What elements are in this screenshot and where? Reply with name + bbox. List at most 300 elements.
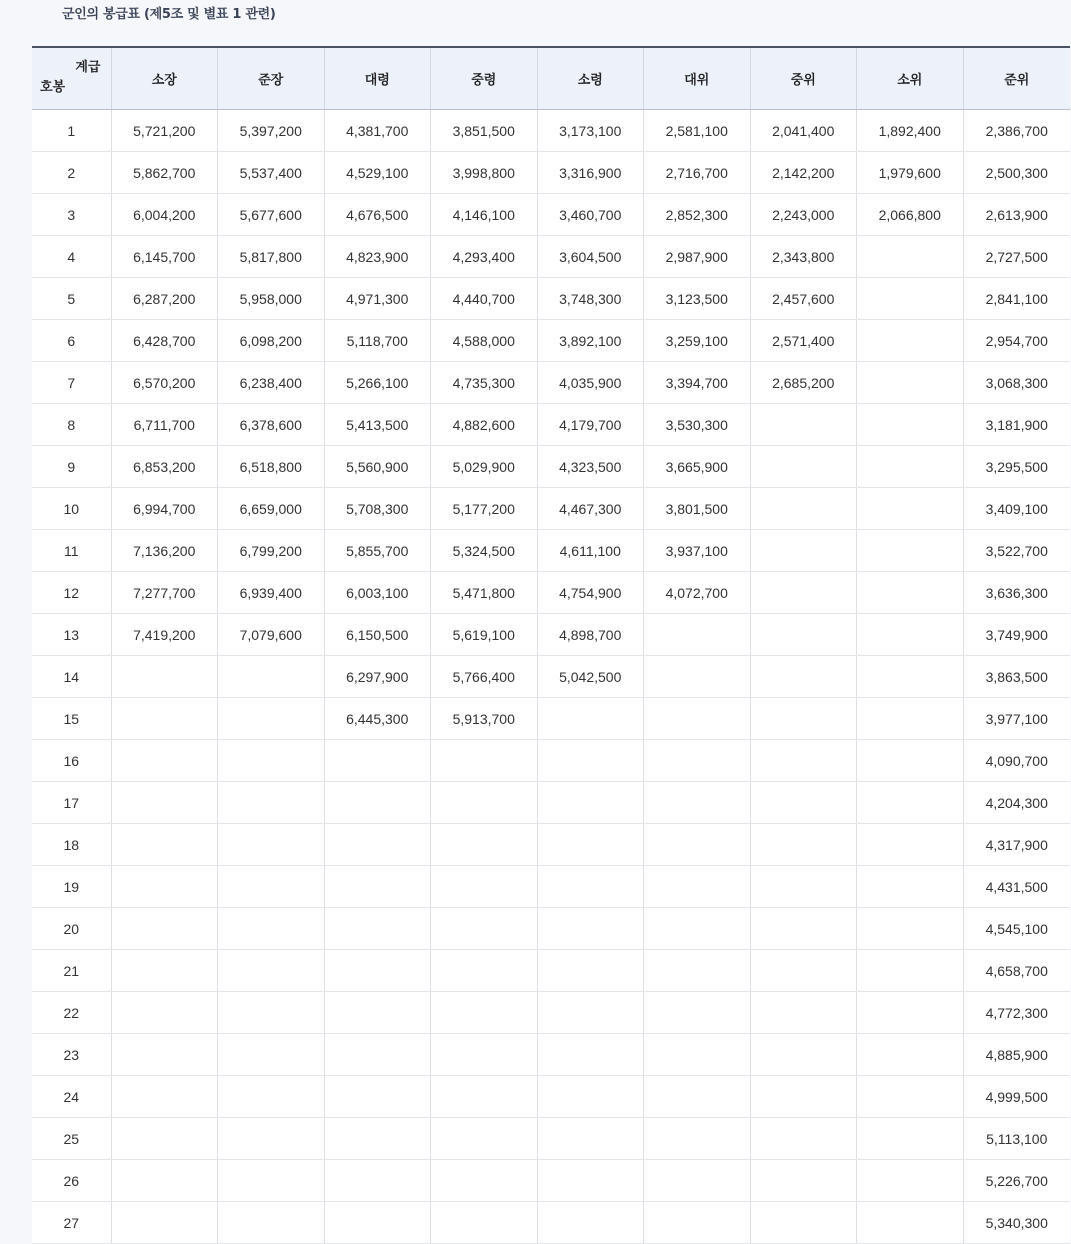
salary-cell (111, 782, 218, 824)
salary-cell (644, 1160, 751, 1202)
salary-cell (324, 1118, 431, 1160)
table-row (32, 1034, 1070, 1076)
salary-cell (750, 1118, 857, 1160)
column-header: 준위 (963, 47, 1070, 110)
salary-cell (857, 992, 964, 1034)
salary-cell: 3,316,900 (537, 152, 644, 194)
salary-cell (644, 1034, 751, 1076)
step-cell: 15 (32, 698, 111, 740)
salary-cell: 4,431,500 (963, 866, 1070, 908)
step-cell: 26 (32, 1160, 111, 1202)
column-header: 중령 (431, 47, 538, 110)
salary-cell: 4,293,400 (431, 236, 538, 278)
salary-cell (218, 782, 325, 824)
salary-cell: 4,676,500 (324, 194, 431, 236)
salary-cell: 3,749,900 (963, 614, 1070, 656)
salary-cell: 3,173,100 (537, 110, 644, 152)
salary-cell: 5,413,500 (324, 404, 431, 446)
salary-cell: 5,324,500 (431, 530, 538, 572)
salary-cell: 3,259,100 (644, 320, 751, 362)
salary-cell (218, 1076, 325, 1118)
salary-cell (750, 656, 857, 698)
table-header-row (32, 47, 1070, 110)
rank-axis-label: 계급 (75, 60, 101, 75)
table-row (32, 110, 1070, 152)
salary-cell: 3,530,300 (644, 404, 751, 446)
salary-cell: 4,072,700 (644, 572, 751, 614)
table-row (32, 782, 1070, 824)
salary-cell: 2,841,100 (963, 278, 1070, 320)
salary-cell: 4,735,300 (431, 362, 538, 404)
salary-cell (537, 782, 644, 824)
salary-cell: 6,378,600 (218, 404, 325, 446)
table-row (32, 698, 1070, 740)
step-cell: 9 (32, 446, 111, 488)
salary-cell: 2,581,100 (644, 110, 751, 152)
salary-cell (111, 1160, 218, 1202)
salary-cell (644, 614, 751, 656)
salary-cell (750, 866, 857, 908)
salary-cell (750, 572, 857, 614)
salary-cell (218, 866, 325, 908)
salary-cell: 5,721,200 (111, 110, 218, 152)
step-cell: 13 (32, 614, 111, 656)
salary-cell (857, 362, 964, 404)
salary-cell (750, 1202, 857, 1244)
salary-cell: 4,611,100 (537, 530, 644, 572)
salary-cell: 4,823,900 (324, 236, 431, 278)
salary-cell (218, 950, 325, 992)
salary-cell (644, 698, 751, 740)
salary-cell: 2,987,900 (644, 236, 751, 278)
salary-cell: 4,529,100 (324, 152, 431, 194)
salary-cell (431, 1202, 538, 1244)
salary-cell (537, 950, 644, 992)
salary-cell: 5,029,900 (431, 446, 538, 488)
salary-cell (857, 488, 964, 530)
salary-cell (537, 1160, 644, 1202)
salary-cell: 5,266,100 (324, 362, 431, 404)
salary-cell (111, 698, 218, 740)
salary-cell (324, 866, 431, 908)
step-cell: 24 (32, 1076, 111, 1118)
salary-cell: 4,545,100 (963, 908, 1070, 950)
salary-cell: 4,658,700 (963, 950, 1070, 992)
column-header: 대령 (324, 47, 431, 110)
salary-cell: 5,113,100 (963, 1118, 1070, 1160)
salary-cell (537, 1076, 644, 1118)
salary-cell: 6,799,200 (218, 530, 325, 572)
salary-cell: 4,381,700 (324, 110, 431, 152)
table-row (32, 614, 1070, 656)
salary-cell: 6,994,700 (111, 488, 218, 530)
salary-cell: 6,445,300 (324, 698, 431, 740)
salary-cell (857, 908, 964, 950)
salary-cell (218, 1118, 325, 1160)
column-header: 소령 (537, 47, 644, 110)
step-cell: 3 (32, 194, 111, 236)
salary-cell (750, 446, 857, 488)
table-row (32, 530, 1070, 572)
salary-cell: 5,677,600 (218, 194, 325, 236)
step-cell: 8 (32, 404, 111, 446)
salary-cell (857, 950, 964, 992)
step-cell: 19 (32, 866, 111, 908)
table-row (32, 362, 1070, 404)
salary-cell: 4,146,100 (431, 194, 538, 236)
step-cell: 17 (32, 782, 111, 824)
salary-cell (218, 1034, 325, 1076)
salary-cell (537, 698, 644, 740)
salary-cell (218, 908, 325, 950)
salary-cell (218, 698, 325, 740)
step-cell: 1 (32, 110, 111, 152)
table-row (32, 992, 1070, 1034)
salary-cell (431, 782, 538, 824)
step-cell: 6 (32, 320, 111, 362)
table-row (32, 908, 1070, 950)
salary-cell (750, 530, 857, 572)
salary-cell: 6,003,100 (324, 572, 431, 614)
salary-cell: 2,142,200 (750, 152, 857, 194)
salary-cell (857, 236, 964, 278)
salary-cell (537, 1202, 644, 1244)
step-cell: 12 (32, 572, 111, 614)
table-row (32, 1202, 1070, 1244)
column-header: 소위 (857, 47, 964, 110)
salary-cell: 3,851,500 (431, 110, 538, 152)
table-body (32, 110, 1070, 1244)
salary-cell: 3,394,700 (644, 362, 751, 404)
salary-cell (111, 1076, 218, 1118)
salary-cell (111, 1202, 218, 1244)
salary-cell (218, 740, 325, 782)
salary-cell (431, 1034, 538, 1076)
step-cell: 10 (32, 488, 111, 530)
table-row (32, 950, 1070, 992)
salary-cell: 2,386,700 (963, 110, 1070, 152)
salary-cell: 1,892,400 (857, 110, 964, 152)
salary-cell (644, 656, 751, 698)
salary-cell: 4,323,500 (537, 446, 644, 488)
salary-cell: 5,226,700 (963, 1160, 1070, 1202)
salary-cell: 5,118,700 (324, 320, 431, 362)
salary-cell: 2,243,000 (750, 194, 857, 236)
salary-cell (431, 740, 538, 782)
salary-cell (750, 1034, 857, 1076)
table-row (32, 446, 1070, 488)
table-row (32, 278, 1070, 320)
salary-cell (750, 1076, 857, 1118)
salary-cell: 5,560,900 (324, 446, 431, 488)
salary-cell: 6,518,800 (218, 446, 325, 488)
salary-cell (537, 1034, 644, 1076)
salary-cell (644, 1076, 751, 1118)
salary-cell: 3,998,800 (431, 152, 538, 194)
salary-cell (324, 908, 431, 950)
salary-cell: 2,613,900 (963, 194, 1070, 236)
salary-cell (431, 1118, 538, 1160)
salary-cell (857, 866, 964, 908)
salary-cell (218, 656, 325, 698)
step-cell: 18 (32, 824, 111, 866)
salary-cell (431, 866, 538, 908)
salary-cell (324, 1076, 431, 1118)
salary-cell (857, 614, 964, 656)
salary-cell (324, 1034, 431, 1076)
salary-cell (324, 782, 431, 824)
salary-cell (857, 446, 964, 488)
salary-cell: 3,123,500 (644, 278, 751, 320)
salary-cell: 5,340,300 (963, 1202, 1070, 1244)
salary-cell (431, 992, 538, 1034)
salary-cell (324, 1202, 431, 1244)
salary-cell (111, 1118, 218, 1160)
salary-cell: 4,999,500 (963, 1076, 1070, 1118)
salary-cell: 5,913,700 (431, 698, 538, 740)
salary-cell (750, 782, 857, 824)
salary-cell: 3,409,100 (963, 488, 1070, 530)
salary-cell (111, 908, 218, 950)
salary-cell: 6,004,200 (111, 194, 218, 236)
salary-cell (750, 1160, 857, 1202)
salary-cell: 5,471,800 (431, 572, 538, 614)
salary-cell: 6,287,200 (111, 278, 218, 320)
salary-cell: 4,035,900 (537, 362, 644, 404)
salary-cell: 4,440,700 (431, 278, 538, 320)
salary-cell: 6,659,000 (218, 488, 325, 530)
salary-cell (324, 824, 431, 866)
step-cell: 2 (32, 152, 111, 194)
step-cell: 5 (32, 278, 111, 320)
salary-cell (218, 824, 325, 866)
salary-cell: 2,852,300 (644, 194, 751, 236)
table-row (32, 1118, 1070, 1160)
salary-cell: 5,708,300 (324, 488, 431, 530)
salary-cell (644, 866, 751, 908)
salary-cell: 4,204,300 (963, 782, 1070, 824)
salary-cell: 2,716,700 (644, 152, 751, 194)
salary-cell (111, 992, 218, 1034)
table-row (32, 488, 1070, 530)
table-row (32, 194, 1070, 236)
salary-cell (324, 992, 431, 1034)
salary-cell: 5,397,200 (218, 110, 325, 152)
salary-cell (111, 1034, 218, 1076)
salary-cell (750, 740, 857, 782)
salary-cell: 5,862,700 (111, 152, 218, 194)
table-row (32, 1076, 1070, 1118)
salary-cell: 7,277,700 (111, 572, 218, 614)
salary-cell (431, 1160, 538, 1202)
page-title: 군인의 봉급표 (제5조 및 별표 1 관련) (62, 7, 276, 22)
salary-cell: 3,748,300 (537, 278, 644, 320)
salary-cell: 4,885,900 (963, 1034, 1070, 1076)
salary-cell: 4,971,300 (324, 278, 431, 320)
salary-cell: 3,181,900 (963, 404, 1070, 446)
salary-cell: 5,619,100 (431, 614, 538, 656)
salary-cell (857, 404, 964, 446)
salary-cell (537, 992, 644, 1034)
salary-cell (324, 1160, 431, 1202)
salary-cell (857, 1076, 964, 1118)
salary-cell (111, 656, 218, 698)
step-cell: 23 (32, 1034, 111, 1076)
table-row (32, 236, 1070, 278)
salary-cell (750, 950, 857, 992)
salary-cell: 1,979,600 (857, 152, 964, 194)
corner-header (32, 47, 111, 110)
salary-cell (857, 1034, 964, 1076)
step-axis-label: 호봉 (40, 80, 66, 95)
salary-cell: 6,570,200 (111, 362, 218, 404)
salary-cell: 5,958,000 (218, 278, 325, 320)
salary-cell (111, 950, 218, 992)
salary-cell (111, 824, 218, 866)
salary-cell: 6,711,700 (111, 404, 218, 446)
salary-cell (750, 488, 857, 530)
salary-cell: 5,537,400 (218, 152, 325, 194)
salary-cell (537, 866, 644, 908)
salary-cell: 3,068,300 (963, 362, 1070, 404)
salary-cell (750, 698, 857, 740)
salary-cell: 3,863,500 (963, 656, 1070, 698)
salary-cell: 2,571,400 (750, 320, 857, 362)
salary-cell (857, 698, 964, 740)
salary-cell: 6,098,200 (218, 320, 325, 362)
salary-cell: 2,343,800 (750, 236, 857, 278)
salary-cell: 3,977,100 (963, 698, 1070, 740)
salary-cell: 4,090,700 (963, 740, 1070, 782)
salary-cell: 4,588,000 (431, 320, 538, 362)
salary-cell: 2,066,800 (857, 194, 964, 236)
salary-cell (857, 530, 964, 572)
salary-cell (857, 824, 964, 866)
salary-cell (750, 614, 857, 656)
salary-cell (324, 950, 431, 992)
salary-cell: 6,297,900 (324, 656, 431, 698)
salary-cell (750, 992, 857, 1034)
column-header: 준장 (218, 47, 325, 110)
salary-cell (750, 908, 857, 950)
salary-cell: 7,136,200 (111, 530, 218, 572)
salary-cell: 4,898,700 (537, 614, 644, 656)
salary-cell: 2,457,600 (750, 278, 857, 320)
step-cell: 27 (32, 1202, 111, 1244)
table-row (32, 866, 1070, 908)
salary-cell: 6,238,400 (218, 362, 325, 404)
table-row (32, 320, 1070, 362)
salary-cell: 2,500,300 (963, 152, 1070, 194)
salary-cell: 4,882,600 (431, 404, 538, 446)
salary-cell: 7,079,600 (218, 614, 325, 656)
table-row (32, 740, 1070, 782)
salary-cell (644, 1202, 751, 1244)
salary-cell: 3,636,300 (963, 572, 1070, 614)
salary-cell (537, 1118, 644, 1160)
salary-cell: 2,041,400 (750, 110, 857, 152)
table-row (32, 656, 1070, 698)
salary-cell: 3,665,900 (644, 446, 751, 488)
salary-cell: 3,295,500 (963, 446, 1070, 488)
salary-cell: 6,150,500 (324, 614, 431, 656)
salary-cell (857, 782, 964, 824)
salary-cell (324, 740, 431, 782)
salary-cell (857, 740, 964, 782)
salary-cell: 4,754,900 (537, 572, 644, 614)
salary-cell (431, 908, 538, 950)
salary-cell (537, 740, 644, 782)
salary-cell (857, 320, 964, 362)
salary-cell: 4,317,900 (963, 824, 1070, 866)
table-row (32, 824, 1070, 866)
salary-cell: 3,522,700 (963, 530, 1070, 572)
salary-cell (750, 824, 857, 866)
salary-cell (431, 1076, 538, 1118)
salary-cell: 5,817,800 (218, 236, 325, 278)
step-cell: 25 (32, 1118, 111, 1160)
salary-cell (644, 824, 751, 866)
salary-cell (644, 908, 751, 950)
salary-cell: 2,727,500 (963, 236, 1070, 278)
step-cell: 4 (32, 236, 111, 278)
salary-cell: 3,604,500 (537, 236, 644, 278)
salary-cell: 4,179,700 (537, 404, 644, 446)
salary-cell (218, 1160, 325, 1202)
salary-cell: 6,853,200 (111, 446, 218, 488)
salary-cell: 3,892,100 (537, 320, 644, 362)
salary-cell (537, 908, 644, 950)
salary-cell: 5,042,500 (537, 656, 644, 698)
column-header: 대위 (644, 47, 751, 110)
step-cell: 21 (32, 950, 111, 992)
salary-cell: 4,772,300 (963, 992, 1070, 1034)
salary-cell (857, 1160, 964, 1202)
salary-cell (644, 950, 751, 992)
column-header: 중위 (750, 47, 857, 110)
table-row (32, 1160, 1070, 1202)
step-cell: 11 (32, 530, 111, 572)
salary-cell (750, 404, 857, 446)
step-cell: 20 (32, 908, 111, 950)
table-row (32, 404, 1070, 446)
salary-cell (111, 740, 218, 782)
salary-cell (857, 656, 964, 698)
salary-cell: 6,428,700 (111, 320, 218, 362)
table-row (32, 152, 1070, 194)
salary-cell: 7,419,200 (111, 614, 218, 656)
salary-cell (857, 278, 964, 320)
step-cell: 16 (32, 740, 111, 782)
salary-cell (431, 950, 538, 992)
salary-cell: 5,766,400 (431, 656, 538, 698)
salary-cell (431, 824, 538, 866)
salary-cell: 2,685,200 (750, 362, 857, 404)
table-row (32, 572, 1070, 614)
salary-cell: 5,177,200 (431, 488, 538, 530)
salary-cell: 2,954,700 (963, 320, 1070, 362)
salary-cell (218, 1202, 325, 1244)
salary-cell: 3,937,100 (644, 530, 751, 572)
salary-cell (537, 824, 644, 866)
column-header: 소장 (111, 47, 218, 110)
salary-cell (218, 992, 325, 1034)
step-cell: 14 (32, 656, 111, 698)
salary-cell (644, 992, 751, 1034)
salary-cell: 6,939,400 (218, 572, 325, 614)
salary-cell: 6,145,700 (111, 236, 218, 278)
salary-cell: 3,460,700 (537, 194, 644, 236)
